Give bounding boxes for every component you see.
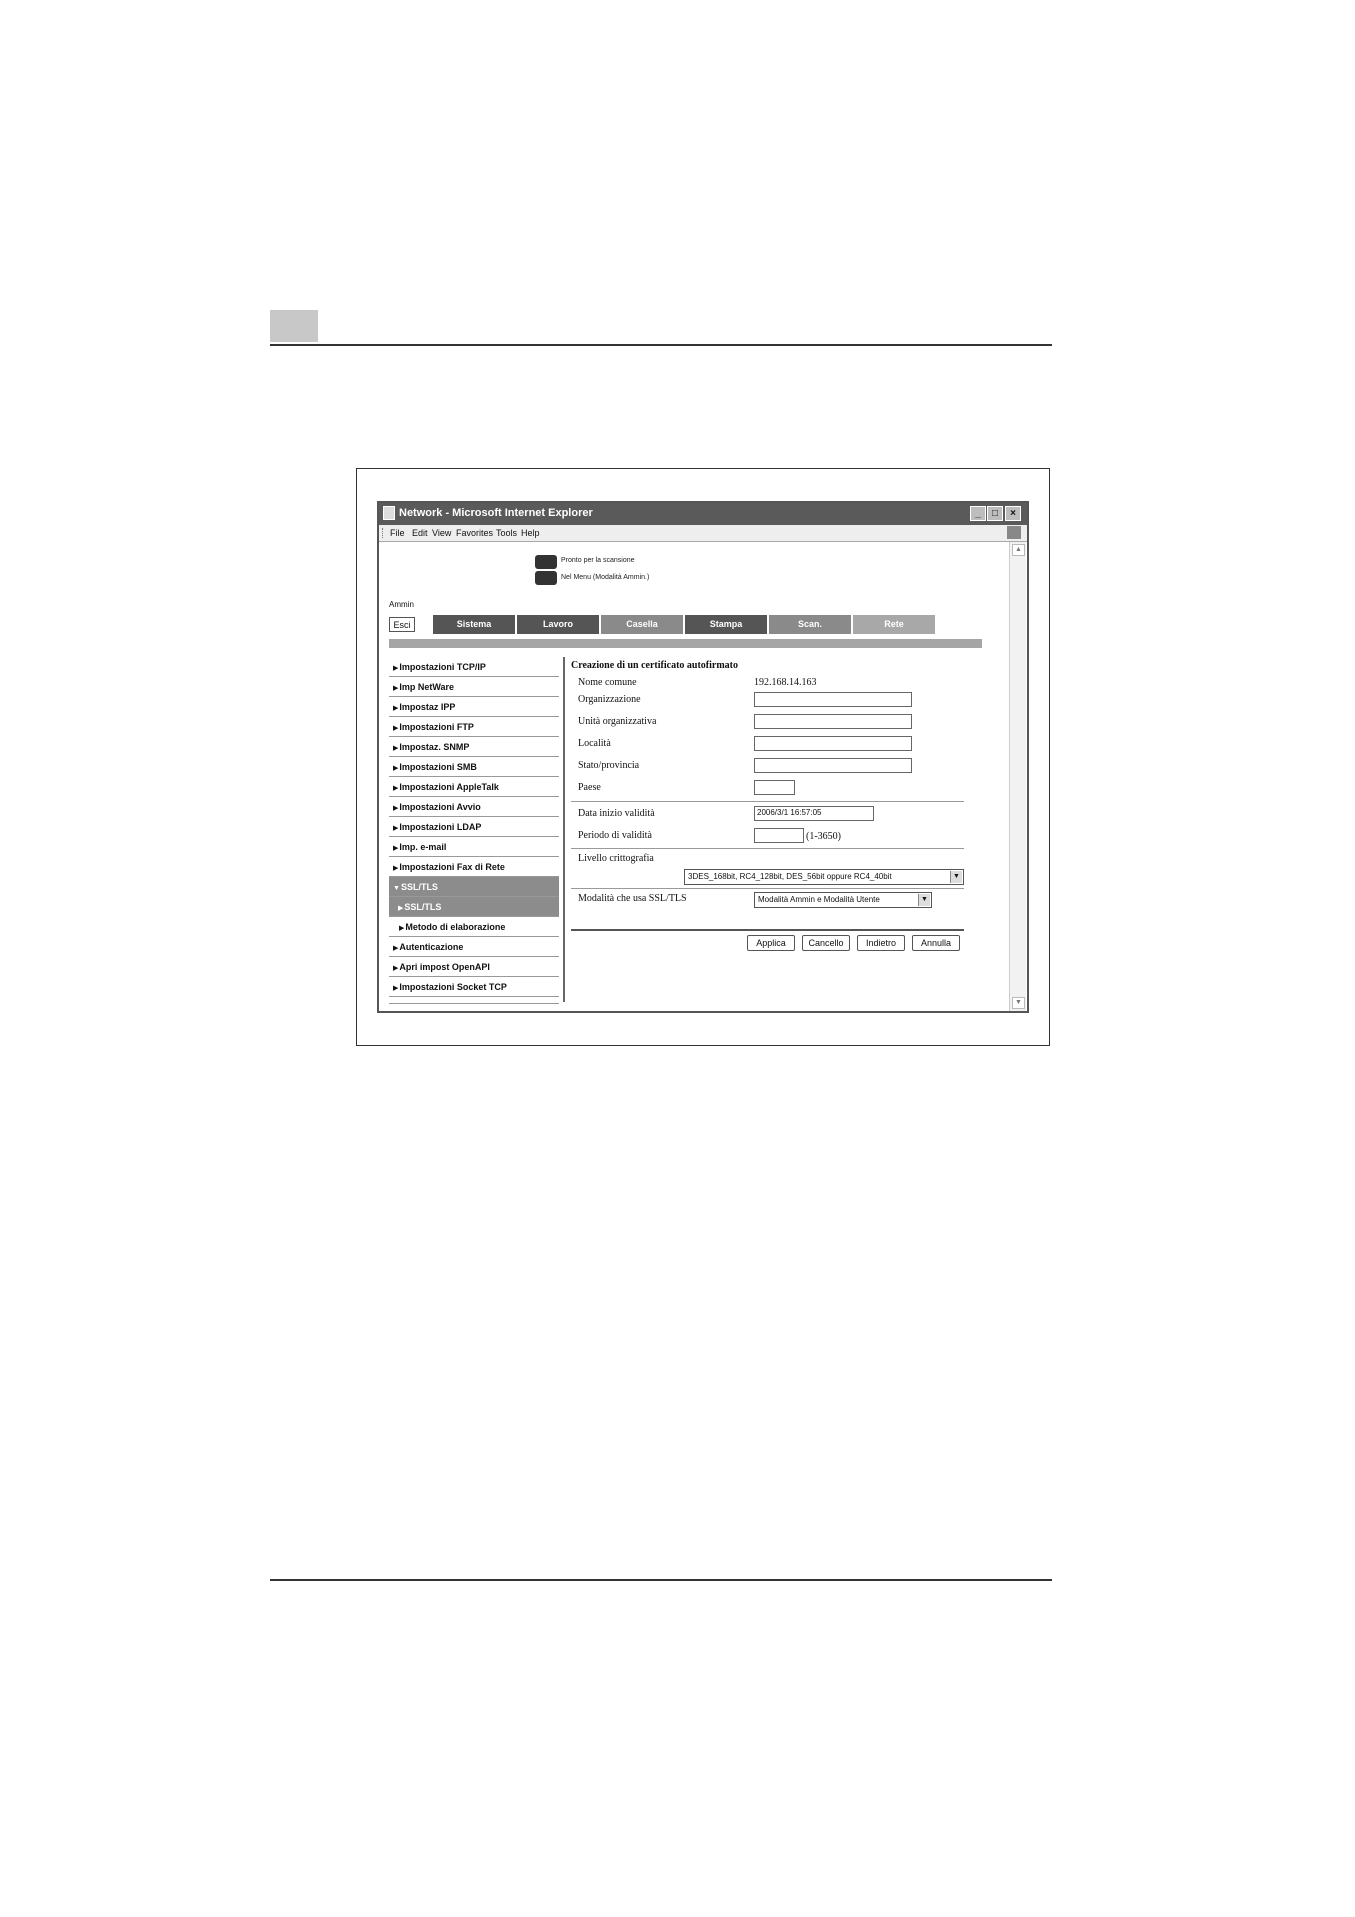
sidebar-item-network-fax[interactable]	[389, 857, 559, 877]
status-ready: Pronto per la scansione	[561, 557, 635, 564]
menu-edit[interactable]: Edit	[412, 528, 428, 538]
sidebar-item-label: Impostazioni TCP/IP	[399, 662, 486, 672]
window-title: Network - Microsoft Internet Explorer	[399, 507, 593, 519]
tab-underline-band	[389, 639, 982, 648]
arrow-right-icon: ▶	[393, 825, 399, 832]
menu-bar	[379, 525, 1027, 542]
state-input[interactable]	[754, 758, 912, 773]
state-label: Stato/provincia	[578, 760, 640, 771]
close-button[interactable]: ×	[1005, 506, 1021, 521]
maximize-button[interactable]: □	[987, 506, 1003, 521]
exit-button[interactable]: Esci	[389, 617, 415, 632]
org-unit-input[interactable]	[754, 714, 912, 729]
sidebar-item-tcp-socket[interactable]	[389, 977, 559, 997]
sidebar-item-label: Impostazioni Fax di Rete	[399, 862, 505, 872]
menu-help[interactable]: Help	[521, 528, 540, 538]
chevron-down-icon: ▼	[950, 871, 962, 883]
arrow-right-icon: ▶	[393, 725, 399, 732]
sidebar-item-snmp[interactable]	[389, 737, 559, 757]
chevron-down-icon: ▼	[918, 894, 930, 906]
arrow-right-icon: ▶	[393, 865, 399, 872]
sidebar-item-ftp[interactable]	[389, 717, 559, 737]
sidebar-item-label: Impostazioni LDAP	[399, 822, 482, 832]
arrow-right-icon: ▶	[398, 905, 404, 912]
toolbar-grip	[382, 528, 385, 538]
organization-label: Organizzazione	[578, 694, 641, 705]
sidebar-item-label: Impostazioni AppleTalk	[399, 782, 499, 792]
menu-view[interactable]: View	[432, 528, 452, 538]
header-rule	[270, 344, 1052, 346]
tab-stampa[interactable]: Stampa	[685, 615, 767, 634]
validity-period-label: Periodo di validità	[578, 830, 652, 841]
common-name-label: Nome comune	[578, 677, 637, 688]
sidebar-item-label: Impostazioni Avvio	[399, 802, 481, 812]
sidebar-item-label: Autenticazione	[399, 942, 464, 952]
organization-input[interactable]	[754, 692, 912, 707]
ie-page-icon	[383, 506, 395, 520]
sidebar	[389, 657, 559, 1004]
sidebar-item-label: Imp. e-mail	[399, 842, 447, 852]
validity-period-input[interactable]	[754, 828, 804, 843]
menu-favorites[interactable]: Favorites	[456, 528, 494, 538]
arrow-right-icon: ▶	[393, 965, 399, 972]
sidebar-item-label: Imp NetWare	[399, 682, 455, 692]
sidebar-item-appletalk[interactable]	[389, 777, 559, 797]
country-label: Paese	[578, 782, 601, 793]
tab-sistema[interactable]: Sistema	[433, 615, 515, 634]
arrow-right-icon: ▶	[393, 845, 399, 852]
form-bottom-separator	[571, 929, 964, 931]
arrow-right-icon: ▶	[393, 945, 399, 952]
validity-period-hint: (1-3650)	[806, 831, 841, 842]
content-divider	[563, 657, 565, 1002]
locality-input[interactable]	[754, 736, 912, 751]
title-bar	[379, 503, 1027, 525]
sidebar-item-ssl-tls-group[interactable]	[389, 877, 559, 897]
menu-tools[interactable]: Tools	[496, 528, 518, 538]
country-input[interactable]	[754, 780, 795, 795]
sidebar-item-processing-method[interactable]	[389, 917, 559, 937]
scroll-down-icon[interactable]: ▼	[1012, 997, 1025, 1009]
scroll-up-icon[interactable]: ▲	[1012, 544, 1025, 556]
arrow-right-icon: ▶	[393, 685, 399, 692]
arrow-right-icon: ▶	[393, 765, 399, 772]
arrow-right-icon: ▶	[393, 985, 399, 992]
minimize-button[interactable]: _	[970, 506, 986, 521]
sidebar-item-label: Apri impost OpenAPI	[399, 962, 490, 972]
ssl-mode-label: Modalità che usa SSL/TLS	[578, 893, 687, 904]
sidebar-item-label: Impostazioni SMB	[399, 762, 477, 772]
encryption-level-value: 3DES_168bit, RC4_128bit, DES_56bit oppure RC4_40bit	[688, 872, 892, 881]
ssl-mode-value: Modalità Ammin e Modalità Utente	[758, 895, 880, 904]
ssl-mode-select[interactable]	[754, 892, 932, 908]
common-name-value: 192.168.14.163	[754, 677, 817, 688]
start-date-input[interactable]: 2006/3/1 16:57:05	[754, 806, 874, 821]
sidebar-bottom-rule	[389, 997, 559, 1004]
status-mode: Nel Menu (Modalità Ammin.)	[561, 574, 650, 581]
org-unit-label: Unità organizzativa	[578, 716, 657, 727]
arrow-right-icon: ▶	[393, 805, 399, 812]
form-title: Creazione di un certificato autofirmato	[571, 660, 738, 671]
arrow-right-icon: ▶	[393, 705, 399, 712]
sidebar-item-tcpip[interactable]	[389, 657, 559, 677]
sidebar-item-email[interactable]	[389, 837, 559, 857]
sidebar-item-label: SSL/TLS	[404, 902, 442, 912]
form-separator	[571, 801, 964, 802]
sidebar-item-openapi[interactable]	[389, 957, 559, 977]
encryption-level-select[interactable]	[684, 869, 964, 885]
tab-lavoro[interactable]: Lavoro	[517, 615, 599, 634]
footer-rule	[270, 1579, 1052, 1581]
sidebar-item-label: SSL/TLS	[400, 882, 438, 892]
cancel-button[interactable]: Annulla	[912, 935, 960, 951]
printer-ready-icon	[535, 555, 557, 569]
browser-window	[377, 501, 1029, 1013]
locality-label: Località	[578, 738, 611, 749]
menu-file[interactable]: File	[390, 528, 405, 538]
sidebar-item-ldap[interactable]	[389, 817, 559, 837]
clear-button[interactable]: Cancello	[802, 935, 850, 951]
sidebar-item-ssl-tls[interactable]	[389, 897, 559, 917]
form-separator	[571, 888, 964, 889]
form-separator	[571, 848, 964, 849]
sidebar-item-smb[interactable]	[389, 757, 559, 777]
sidebar-item-netware[interactable]	[389, 677, 559, 697]
page-number-box	[270, 310, 318, 342]
sidebar-item-avvio[interactable]	[389, 797, 559, 817]
tab-rete[interactable]: Rete	[853, 615, 935, 634]
sidebar-item-label: Impostazioni Socket TCP	[399, 982, 507, 992]
tab-casella[interactable]: Casella	[601, 615, 683, 634]
arrow-right-icon: ▶	[393, 785, 399, 792]
sidebar-item-label: Metodo di elaborazione	[405, 922, 506, 932]
start-date-label: Data inizio validità	[578, 808, 655, 819]
sidebar-item-label: Impostazioni FTP	[399, 722, 474, 732]
arrow-right-icon: ▶	[399, 925, 405, 932]
sidebar-item-label: Impostaz IPP	[399, 702, 456, 712]
arrow-right-icon: ▶	[393, 665, 399, 672]
sidebar-item-label: Impostaz. SNMP	[399, 742, 470, 752]
apply-button[interactable]: Applica	[747, 935, 795, 951]
sidebar-item-ipp[interactable]	[389, 697, 559, 717]
encryption-level-label: Livello crittografia	[578, 853, 654, 864]
printer-mode-icon	[535, 571, 557, 585]
sidebar-item-authentication[interactable]	[389, 937, 559, 957]
tab-scan[interactable]: Scan.	[769, 615, 851, 634]
admin-label: Ammin	[389, 600, 414, 609]
back-button[interactable]: Indietro	[857, 935, 905, 951]
arrow-right-icon: ▶	[393, 745, 399, 752]
page-content	[379, 542, 1009, 1011]
vertical-scrollbar[interactable]	[1009, 542, 1026, 1011]
windows-logo-icon	[1007, 526, 1021, 539]
arrow-down-icon: ▼	[393, 885, 400, 892]
